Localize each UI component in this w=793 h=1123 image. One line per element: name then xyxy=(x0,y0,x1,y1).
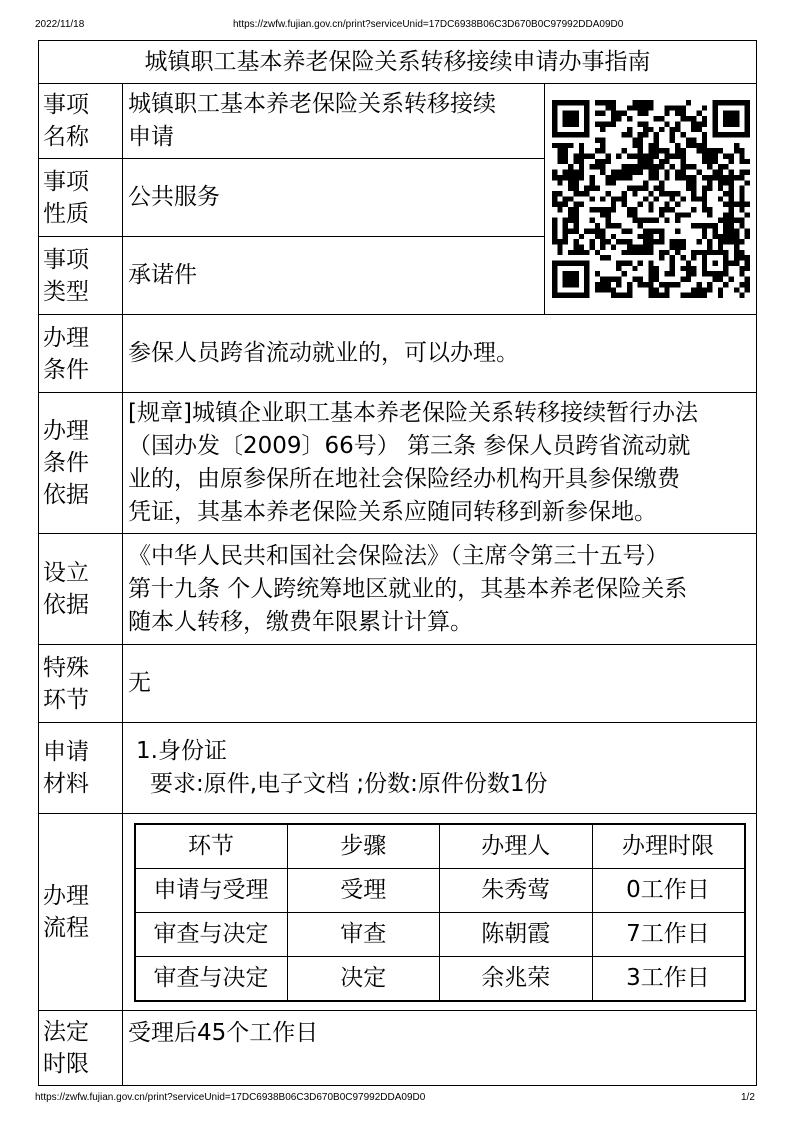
value-item-name: 城镇职工基本养老保险关系转移接续 申请 xyxy=(123,84,545,159)
process-row xyxy=(135,956,745,1001)
process-cell: 3工作日 xyxy=(592,956,745,1001)
qr-code-cell xyxy=(545,84,757,315)
process-cell: 审查 xyxy=(287,912,440,956)
process-header: 办理人 xyxy=(440,824,593,869)
process-cell: 陈朝霞 xyxy=(440,912,593,956)
label-condition-basis: 办理 条件 依据 xyxy=(39,393,123,534)
qr-code xyxy=(552,100,750,298)
print-date: 2022/11/18 xyxy=(35,19,85,30)
process-cell: 朱秀莺 xyxy=(440,868,593,912)
process-cell: 审查与决定 xyxy=(135,912,288,956)
process-cell: 受理 xyxy=(287,868,440,912)
label-setup-basis: 设立 依据 xyxy=(39,534,123,645)
page-number: 1/2 xyxy=(741,1092,755,1103)
material-item: 1.身份证 xyxy=(136,738,227,764)
value-condition-basis: [规章]城镇企业职工基本养老保险关系转移接续暂行办法 （国办发〔2009〕66号） 第三条 参保人员跨省流动就 业的，由原参保所在地社会保险经办机构开具参保缴费 凭证，其基本养老保险关系应随同转移到新参保地。 xyxy=(123,393,757,534)
process-cell: 决定 xyxy=(287,956,440,1001)
process-row xyxy=(135,912,745,956)
process-cell: 余兆荣 xyxy=(440,956,593,1001)
material-requirement: 要求:原件,电子文档 ;份数:原件份数1份 xyxy=(150,771,548,797)
label-item-type: 事项 类型 xyxy=(39,237,123,315)
process-header: 环节 xyxy=(135,824,288,869)
label-conditions: 办理 条件 xyxy=(39,315,123,393)
label-materials: 申请 材料 xyxy=(39,723,123,814)
label-process: 办理 流程 xyxy=(39,814,123,1011)
process-cell: 0工作日 xyxy=(592,868,745,912)
value-setup-basis: 《中华人民共和国社会保险法》（主席令第三十五号） 第十九条 个人跨统筹地区就业的，其基本养老保险关系 随本人转移，缴费年限累计计算。 xyxy=(123,534,757,645)
process-header: 办理时限 xyxy=(592,824,745,869)
process-cell: 审查与决定 xyxy=(135,956,288,1001)
label-special: 特殊 环节 xyxy=(39,645,123,723)
process-table xyxy=(134,823,746,1002)
value-legal-limit: 受理后45个工作日 xyxy=(123,1011,757,1086)
process-row xyxy=(135,868,745,912)
service-guide-table xyxy=(38,40,757,1086)
label-legal-limit: 法定 时限 xyxy=(39,1011,123,1086)
value-process xyxy=(123,814,757,1011)
label-item-name: 事项 名称 xyxy=(39,84,123,159)
value-materials xyxy=(123,723,757,814)
print-url-header: https://zwfw.fujian.gov.cn/print?serviceUnid=17DC6938B06C3D670B0C97992DDA09D0 xyxy=(233,19,624,30)
print-url-footer: https://zwfw.fujian.gov.cn/print?serviceUnid=17DC6938B06C3D670B0C97992DDA09D0 xyxy=(35,1092,426,1103)
process-header-row xyxy=(135,824,745,869)
page-title: 城镇职工基本养老保险关系转移接续申请办事指南 xyxy=(39,41,757,84)
process-cell: 7工作日 xyxy=(592,912,745,956)
value-item-type: 承诺件 xyxy=(123,237,545,315)
process-cell: 申请与受理 xyxy=(135,868,288,912)
value-conditions: 参保人员跨省流动就业的，可以办理。 xyxy=(123,315,757,393)
label-item-nature: 事项 性质 xyxy=(39,159,123,237)
value-item-nature: 公共服务 xyxy=(123,159,545,237)
value-special: 无 xyxy=(123,645,757,723)
process-header: 步骤 xyxy=(287,824,440,869)
